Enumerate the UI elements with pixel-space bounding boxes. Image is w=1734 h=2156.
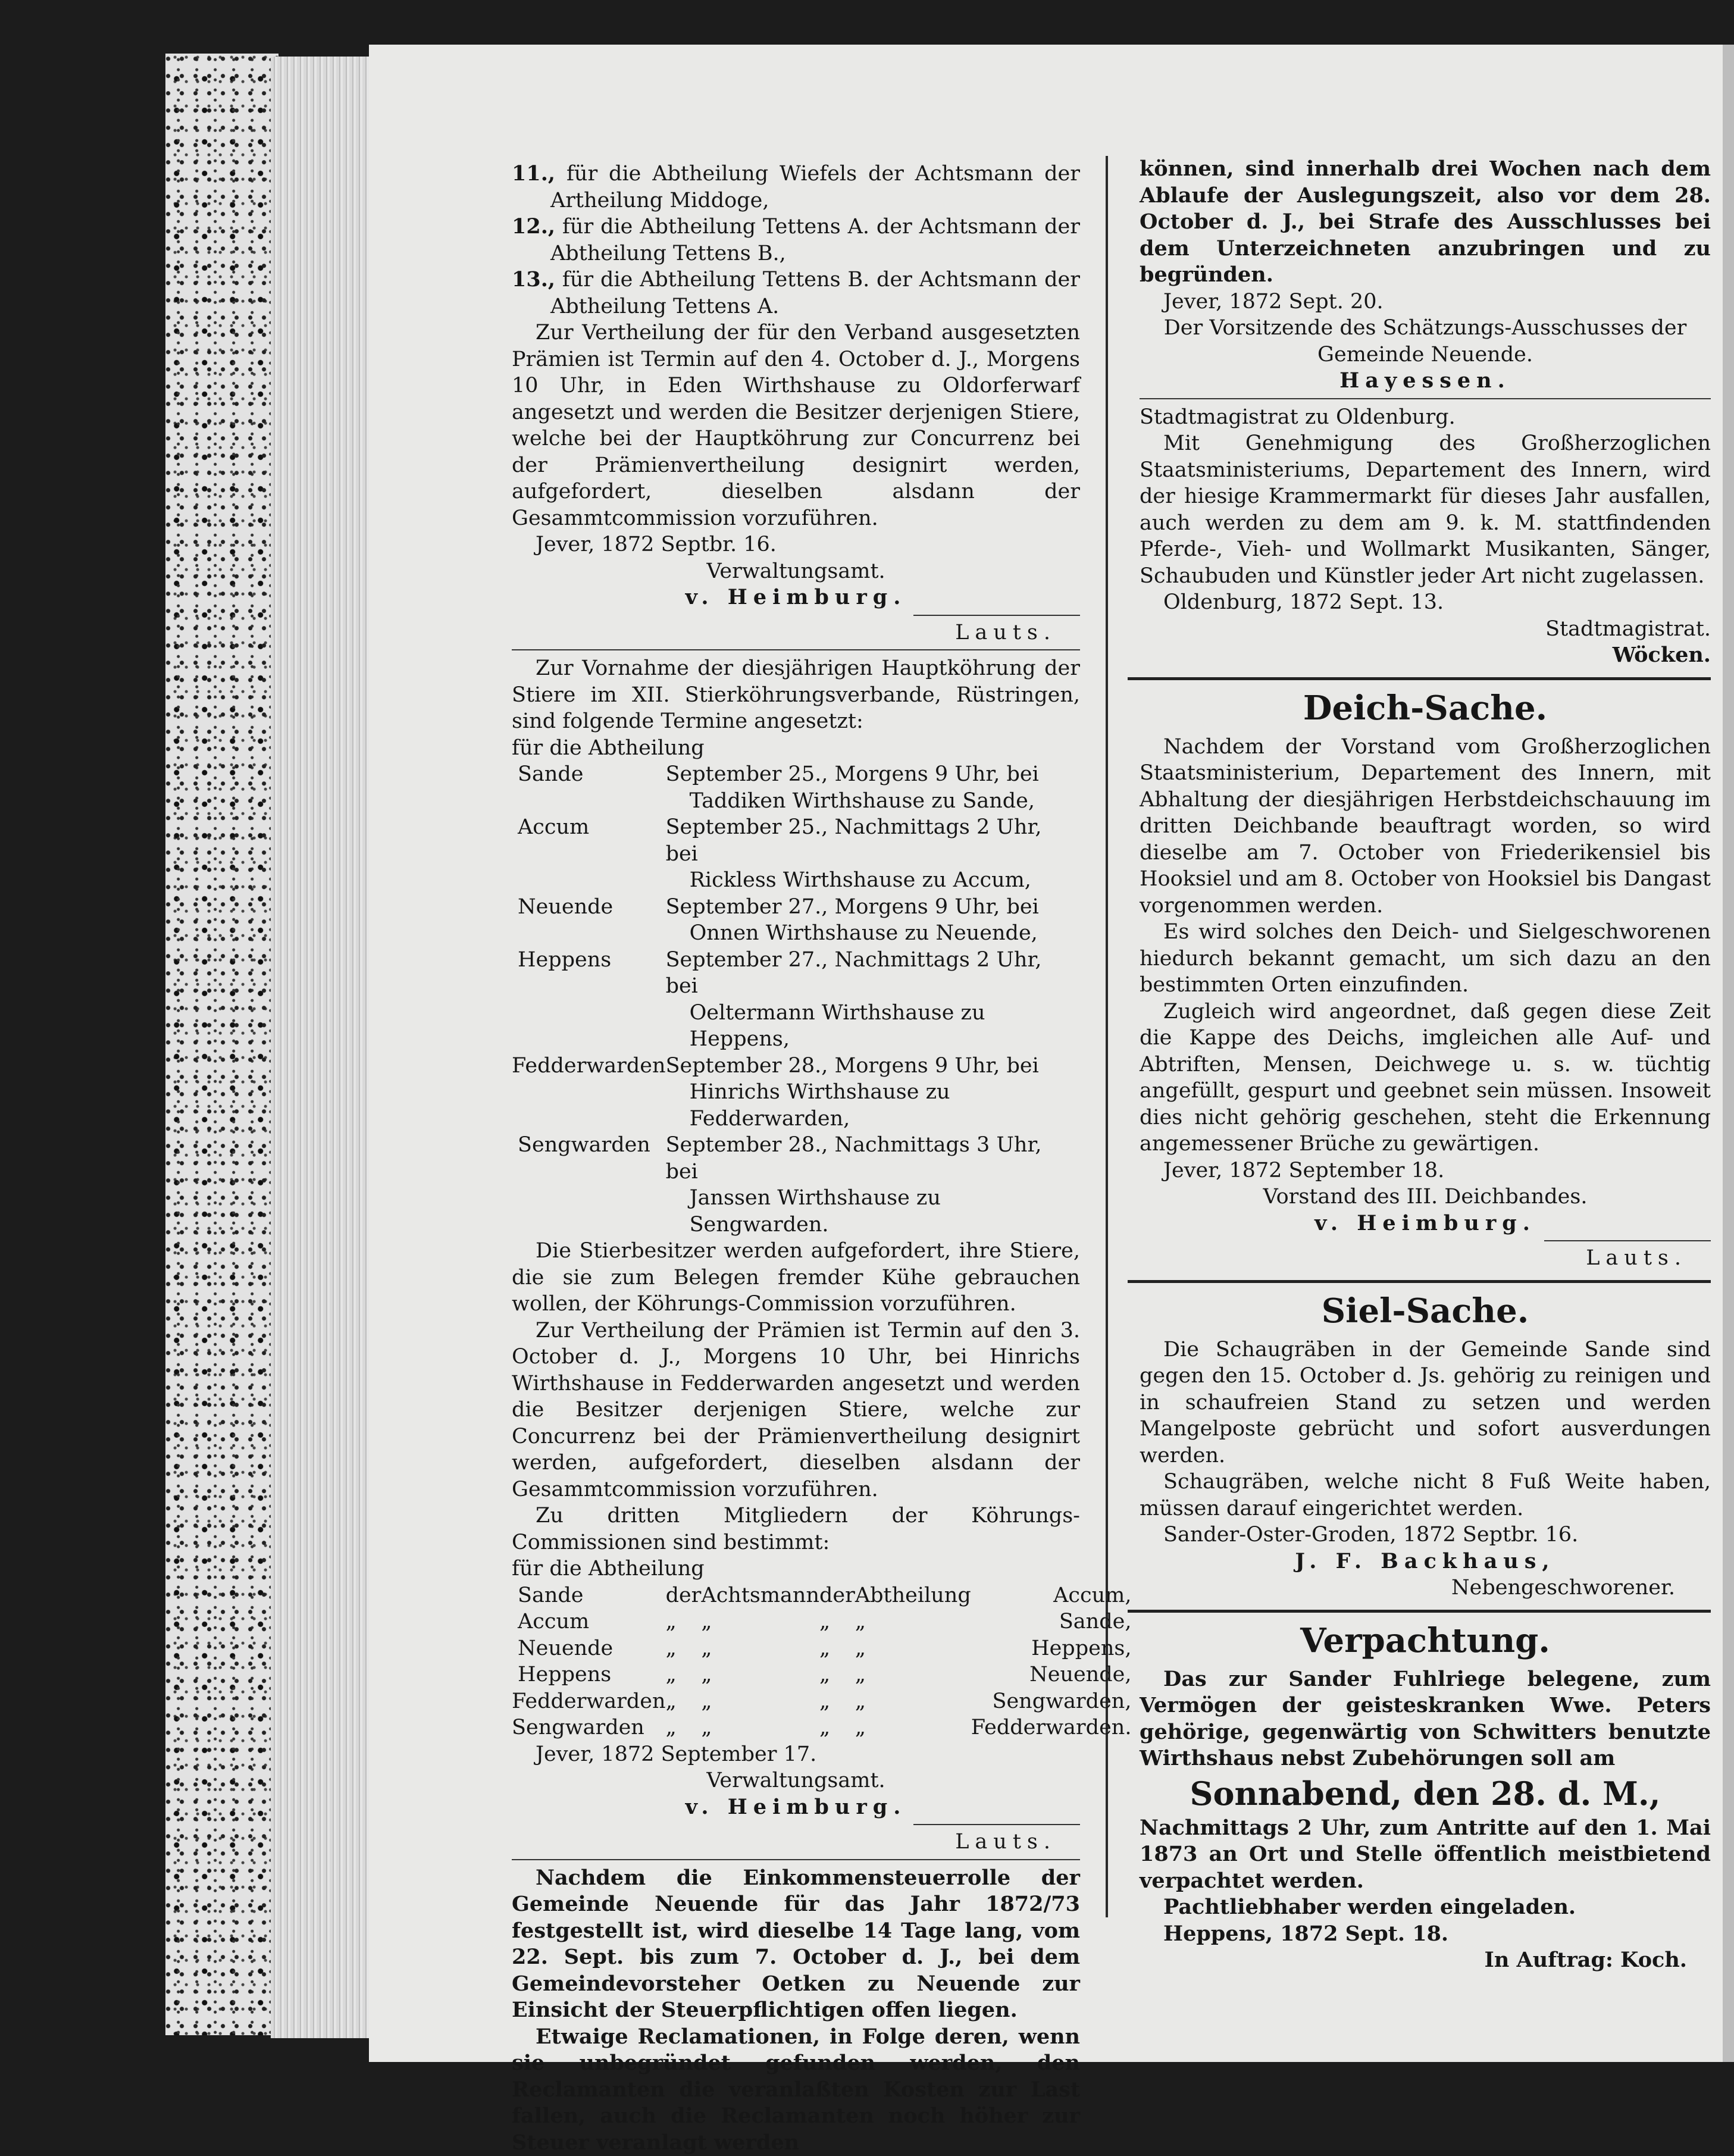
left-column (512, 161, 1080, 2156)
members-table (512, 1582, 1131, 1741)
heading-siel-sache: Siel-Sache. (1140, 1291, 1711, 1331)
notice-deichschauung: Nachdem der Vorstand vom Großherzoglichen Staatsministerium, Departement des Innern, mit Abhaltung der diesjährigen Herbstdeichschauung im dritten Deichbande beauftragt worden, so wird dieselbe am 7. October von Friederikensiel bis Hooksiel und am 8. October von Hooksiel bis Dangast vorgenommen werden. (1140, 734, 1711, 919)
signature-rule (913, 1824, 1080, 1825)
role: Nebengeschworener. (1140, 1575, 1675, 1601)
label-abtheilung: für die Abtheilung (512, 1556, 1080, 1582)
table-row: Heppens September 27., Nachmittags 2 Uhr, bei (512, 947, 1080, 1000)
dateline: Heppens, 1872 Sept. 18. (1140, 1921, 1711, 1948)
table-row: Rickless Wirthshause zu Accum, (512, 867, 1080, 894)
notice-verpachtung: Das zur Sander Fuhlriege belegene, zum Vermögen der geisteskranken Wwe. Peters gehörige, gegenwärtig von Schwitters benutzte Wirthshaus nebst Zubehörungen soll am (1140, 1666, 1711, 1772)
section-rule-thick (1128, 677, 1711, 680)
notice-verpachtung-details: Nachmittags 2 Uhr, zum Antritte auf den 1. Mai 1873 an Ort und Stelle öffentlich meistbietend verpachtet werden. (1140, 1815, 1711, 1895)
signature: Hayessen. (1140, 368, 1711, 395)
auction-date: Sonnabend, den 28. d. M., (1140, 1775, 1711, 1813)
notice-deichanordnung: Zugleich wird angeordnet, daß gegen diese Zeit die Kappe des Deichs, imgleichen alle Auf- und Abtriften, Mensen, Deichwege u. s. w. tüchtig angefüllt, gespurt und geebnet sein müssen. Insoweit dies nicht gehörig geschehen, steht die Erkennung angemessener Brüche zu gewärtigen. (1140, 999, 1711, 1157)
table-row: Fedderwarden „ „ „ „ Sengwarden, (512, 1688, 1131, 1715)
notice-schaugraeben-weite: Schaugräben, welche nicht 8 Fuß Weite haben, müssen darauf eingerichtet werden. (1140, 1469, 1711, 1522)
notice-pachtliebhaber: Pachtliebhaber werden eingeladen. (1140, 1894, 1711, 1921)
authority: Verwaltungsamt. (512, 1767, 1080, 1794)
authority: Der Vorsitzende des Schätzungs-Ausschusses der Gemeinde Neuende. (1140, 315, 1711, 368)
schedule-table (512, 761, 1080, 1238)
notice-krammermarkt: Mit Genehmigung des Großherzoglichen Staatsministeriums, Departement des Innern, wird der hiesige Krammermarkt für dieses Jahr ausfallen, auch werden zu dem am 9. k. M. stattfindenden Pferde-, Vieh- und Wollmarkt Musikanten, Sänger, Schaubuden und Künstler jeder Art nicht zugelassen. (1140, 430, 1711, 589)
table-row: Neuende „ „ „ „ Heppens, (512, 1635, 1131, 1662)
section-rule-thick (1128, 1280, 1711, 1283)
page-stack-edges (271, 57, 375, 2038)
notice-praemien-oldorf: Zur Vertheilung der für den Verband ausgesetzten Prämien ist Termin auf den 4. October d. J., Morgens 10 Uhr, in Eden Wirthshause zu Oldorferwarf angesetzt und werden die Besitzer derjenigen Stiere, welche bei der Hauptköhrung zur Concurrenz bei der Prämienvertheilung designirt werden, aufgefordert, dieselben alsdann der Gesammtcommission vorzuführen. (512, 320, 1080, 531)
table-row: Accum „ „ „ „ Sande, (512, 1609, 1131, 1635)
signature: v. Heimburg. (512, 584, 1080, 611)
notice-mitglieder: Zu dritten Mitgliedern der Köhrungs-Commissionen sind bestimmt: (512, 1503, 1080, 1556)
next-page-edge (1723, 45, 1734, 2062)
signature: J. F. Backhaus, (1140, 1548, 1711, 1575)
dateline: Oldenburg, 1872 Sept. 13. (1140, 589, 1711, 616)
table-row: Heppens „ „ „ „ Neuende, (512, 1661, 1131, 1688)
table-row: Sengwarden „ „ „ „ Fedderwarden. (512, 1714, 1131, 1741)
signature-rule (913, 615, 1080, 616)
table-row: Taddiken Wirthshause zu Sande, (512, 788, 1080, 815)
section-rule (512, 1859, 1080, 1860)
countersignature: Lauts. (512, 1829, 1056, 1855)
signature-rule (1544, 1240, 1711, 1241)
table-row: Neuende September 27., Morgens 9 Uhr, bei (512, 894, 1080, 921)
table-row: Onnen Wirthshause zu Neuende, (512, 920, 1080, 947)
notice-einkommensteuer: Nachdem die Einkommensteuerrolle der Gemeinde Neuende für das Jahr 1872/73 festgestellt ist, wird dieselbe 14 Tage lang, vom 22. Sept. bis zum 7. October d. J., bei dem Gemeindevorsteher Oetken zu Neuende zur Einsicht der Steuerpflichtigen offen liegen. (512, 1865, 1080, 2024)
table-row: Accum September 25., Nachmittags 2 Uhr, bei (512, 814, 1080, 867)
list-item-12: 12., für die Abtheilung Tettens A. der Achtsmann der Abtheilung Tettens B., (512, 214, 1080, 267)
dateline: Jever, 1872 Septbr. 16. (512, 531, 1080, 558)
list-item-11: 11., für die Abtheilung Wiefels der Achtsmann der Artheilung Middoge, (512, 161, 1080, 214)
table-row: Sande September 25., Morgens 9 Uhr, bei (512, 761, 1080, 788)
right-column (1140, 156, 1711, 1974)
table-row: Janssen Wirthshause zu Sengwarden. (512, 1185, 1080, 1238)
notice-reclamationen-cont: können, sind innerhalb drei Wochen nach dem Ablaufe der Auslegungszeit, also vor dem 28. October d. J., bei Strafe des Ausschlusses bei dem Unterzeichneten anzubringen und zu begründen. (1140, 156, 1711, 289)
dateline: Jever, 1872 Sept. 20. (1140, 289, 1711, 315)
notice-heading: Stadtmagistrat zu Oldenburg. (1140, 404, 1711, 431)
section-rule (512, 649, 1080, 650)
dateline: Sander-Oster-Groden, 1872 Septbr. 16. (1140, 1522, 1711, 1548)
table-row: Fedderwarden September 28., Morgens 9 Uhr, bei (512, 1053, 1080, 1079)
dateline: Jever, 1872 September 17. (512, 1741, 1080, 1768)
countersignature: Lauts. (1140, 1245, 1687, 1272)
signature: In Auftrag: Koch. (1140, 1947, 1687, 1974)
notice-stierbesitzer: Die Stierbesitzer werden aufgefordert, ihre Stiere, die sie zum Belegen fremder Kühe gebrauchen wollen, der Köhrungs-Commission vorzuführen. (512, 1238, 1080, 1318)
table-row: Sengwarden September 28., Nachmittags 3 Uhr, bei (512, 1132, 1080, 1185)
notice-deichgeschworene: Es wird solches den Deich- und Sielgeschworenen hiedurch bekannt gemacht, um sich dazu an den bestimmten Orten einzufinden. (1140, 919, 1711, 999)
notice-schaugraeben: Die Schaugräben in der Gemeinde Sande sind gegen den 15. October d. Js. gehörig zu reinigen und in schaufreien Stand zu setzen und werden Mangelposte gebrücht und sofort ausverdungen werden. (1140, 1337, 1711, 1469)
heading-verpachtung: Verpachtung. (1140, 1621, 1711, 1660)
section-rule-thick (1128, 1610, 1711, 1613)
signature: v. Heimburg. (1140, 1210, 1711, 1237)
heading-deich-sache: Deich-Sache. (1140, 689, 1711, 728)
book-edge-speckled (165, 54, 278, 2035)
signature: Wöcken. (1140, 642, 1711, 669)
signature: v. Heimburg. (512, 1794, 1080, 1821)
label-abtheilung: für die Abtheilung (512, 735, 1080, 762)
notice-hauptkoehrung: Zur Vornahme der diesjährigen Hauptköhrung der Stiere im XII. Stierköhrungsverbande, Rüstringen, sind folgende Termine angesetzt: (512, 655, 1080, 735)
list-item-13: 13., für die Abtheilung Tettens B. der Achtsmann der Abtheilung Tettens A. (512, 267, 1080, 320)
authority: Verwaltungsamt. (512, 558, 1080, 585)
notice-praemien-fedderwarden: Zur Vertheilung der Prämien ist Termin auf den 3. October d. J., Morgens 10 Uhr, bei Hinrichs Wirthshause in Fedderwarden angesetzt und werden die Besitzer derjenigen Stiere, welche zur Concurrenz bei der Prämienvertheilung designirt werden, aufgefordert, dieselben alsdann der Gesammtcommission vorzuführen. (512, 1318, 1080, 1503)
dateline: Jever, 1872 September 18. (1140, 1157, 1711, 1184)
authority: Stadtmagistrat. (1140, 616, 1711, 643)
table-row: Sande der Achtsmann der Abtheilung Accum, (512, 1582, 1131, 1609)
table-row: Oeltermann Wirthshause zu Heppens, (512, 1000, 1080, 1053)
authority: Vorstand des III. Deichbandes. (1140, 1184, 1711, 1210)
section-rule (1140, 398, 1711, 399)
countersignature: Lauts. (512, 619, 1056, 646)
notice-reclamationen: Etwaige Reclamationen, in Folge deren, wenn sie unbegründet gefunden werden, den Reclamanten die veranlaßten Kosten zur Last fallen, auch die Reclamanten noch höher zur Steuer veranlagt werden (512, 2024, 1080, 2156)
table-row: Hinrichs Wirthshause zu Fedderwarden, (512, 1079, 1080, 1132)
